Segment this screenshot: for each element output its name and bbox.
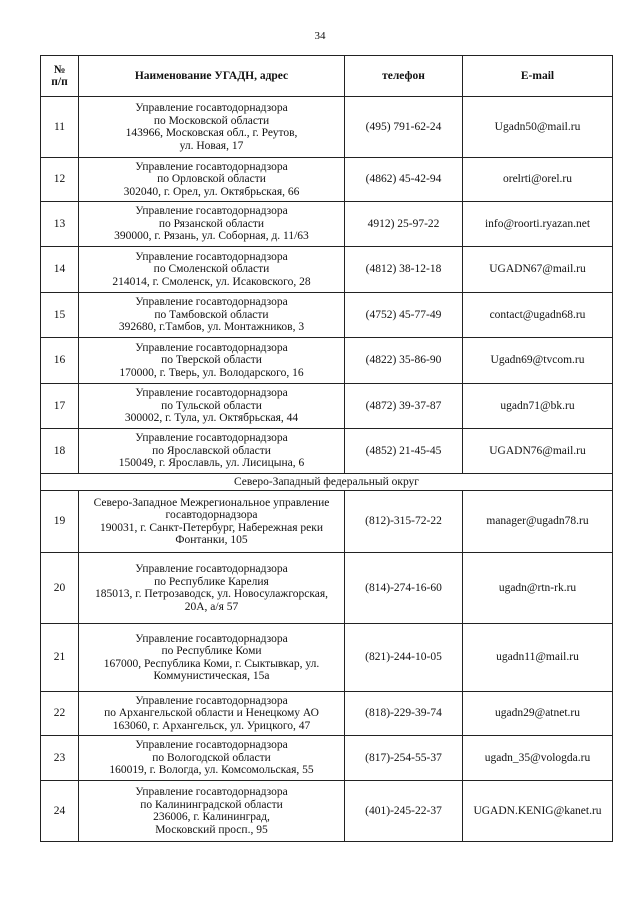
name-address-line: по Орловской области	[157, 173, 266, 186]
name-address-line: 170000, г. Тверь, ул. Володарского, 16	[119, 366, 304, 379]
email-address: ugadn29@atnet.ru	[463, 692, 613, 736]
row-number: 15	[41, 293, 79, 338]
phone-number: (818)-229-39-74	[345, 692, 463, 736]
section-row	[41, 474, 613, 491]
page-number: 34	[314, 30, 326, 42]
email-address: ugadn11@mail.ru	[463, 624, 613, 692]
name-address-line: госавтодорнадзора	[165, 509, 258, 521]
phone-number: (401)-245-22-37	[345, 781, 463, 842]
name-address-line: 214014, г. Смоленск, ул. Исаковского, 28	[112, 275, 311, 288]
name-address-line: по Тамбовской области	[154, 308, 269, 321]
name-address-line: Управление госавтодорнадзора	[135, 694, 288, 707]
name-address-line: Управление госавтодорнадзора	[135, 160, 288, 173]
name-address-line: по Республике Карелия	[154, 575, 269, 588]
row-number: 11	[41, 97, 79, 158]
phone-number: (817)-254-55-37	[345, 736, 463, 781]
name-address-line: Управление госавтодорнадзора	[135, 563, 288, 575]
phone-number: (814)-274-16-60	[345, 553, 463, 624]
table-row	[41, 491, 613, 553]
name-address-line: 167000, Республика Коми, г. Сыктывкар, ул.	[103, 657, 320, 670]
table-header-row	[41, 56, 613, 97]
phone-number: (4822) 35-86-90	[345, 338, 463, 384]
name-address-line: Управление госавтодорнадзора	[135, 387, 288, 400]
email-address: ugadn@rtn-rk.ru	[463, 553, 613, 624]
name-address-line: Фонтанки, 105	[175, 534, 248, 546]
name-address-line: 20А, а/я 57	[184, 600, 239, 613]
table-section	[41, 474, 613, 491]
office-name-address	[79, 553, 345, 624]
name-address-line: по Архангельской области и Ненецкому АО	[104, 707, 319, 720]
office-name-address	[79, 293, 345, 338]
row-number: 24	[41, 781, 79, 842]
table-row	[41, 781, 613, 842]
row-number: 21	[41, 624, 79, 692]
office-name-address	[79, 158, 345, 202]
name-address-line: Управление госавтодорнадзора	[135, 341, 288, 354]
office-name-address	[79, 491, 345, 553]
name-address-line: Управление госавтодорнадзора	[135, 632, 288, 645]
name-address-line: Северо-Западное Межрегиональное управление	[93, 496, 330, 509]
email-address: ugadn_35@vologda.ru	[463, 736, 613, 781]
header-email: E-mail	[463, 56, 613, 97]
row-number: 18	[41, 429, 79, 474]
header-phone: телефон	[345, 56, 463, 97]
name-address-line: Управление госавтодорнадзора	[135, 739, 288, 752]
name-address-line: Управление госавтодорнадзора	[135, 432, 288, 445]
table-row	[41, 553, 613, 624]
name-address-line: по Вологодской области	[152, 751, 271, 764]
table-row	[41, 97, 613, 158]
name-address-line: 390000, г. Рязань, ул. Соборная, д. 11/63	[114, 230, 309, 243]
office-name-address	[79, 338, 345, 384]
name-address-line: Московский просп., 95	[155, 823, 268, 836]
table-row	[41, 158, 613, 202]
row-number: 17	[41, 384, 79, 429]
name-address-line: 302040, г. Орел, ул. Октябрьская, 66	[123, 185, 300, 198]
table-row	[41, 692, 613, 736]
name-address-line: по Калининградской области	[140, 798, 283, 811]
ugadn-table	[40, 55, 613, 842]
table-body-northwest	[41, 491, 613, 842]
email-address: UGADN76@mail.ru	[463, 429, 613, 474]
name-address-line: по Рязанской области	[158, 217, 265, 230]
office-name-address	[79, 384, 345, 429]
office-name-address	[79, 692, 345, 736]
email-address: info@roorti.ryazan.net	[463, 202, 613, 247]
email-address: UGADN67@mail.ru	[463, 247, 613, 293]
name-address-line: по Ярославской области	[152, 444, 271, 457]
office-name-address	[79, 781, 345, 842]
email-address: manager@ugadn78.ru	[463, 491, 613, 553]
office-name-address	[79, 429, 345, 474]
row-number: 14	[41, 247, 79, 293]
office-name-address	[79, 202, 345, 247]
header-name: Наименование УГАДН, адрес	[79, 56, 345, 97]
name-address-line: 160019, г. Вологда, ул. Комсомольская, 55	[109, 764, 314, 777]
name-address-line: Коммунистическая, 15а	[153, 670, 270, 682]
row-number: 13	[41, 202, 79, 247]
email-address: Ugadn50@mail.ru	[463, 97, 613, 158]
name-address-line: 236006, г. Калининград,	[153, 811, 270, 823]
row-number: 23	[41, 736, 79, 781]
table-row	[41, 624, 613, 692]
table-row	[41, 202, 613, 247]
name-address-line: 300002, г. Тула, ул. Октябрьская, 44	[124, 412, 299, 425]
phone-number: (812)-315-72-22	[345, 491, 463, 553]
phone-number: (4812) 38-12-18	[345, 247, 463, 293]
name-address-line: Управление госавтодорнадзора	[135, 102, 288, 114]
row-number: 20	[41, 553, 79, 624]
section-title: Северо-Западный федеральный округ	[41, 474, 613, 491]
name-address-line: 185013, г. Петрозаводск, ул. Новосулажгорская,	[94, 588, 329, 600]
table-row	[41, 338, 613, 384]
email-address: ugadn71@bk.ru	[463, 384, 613, 429]
table-row	[41, 429, 613, 474]
name-address-line: по Смоленской области	[153, 263, 270, 276]
phone-number: (4862) 45-42-94	[345, 158, 463, 202]
email-address: orelrti@orel.ru	[463, 158, 613, 202]
name-address-line: Управление госавтодорнадзора	[135, 250, 288, 263]
row-number: 22	[41, 692, 79, 736]
name-address-line: 150049, г. Ярославль, ул. Лисицына, 6	[118, 457, 305, 470]
office-name-address	[79, 247, 345, 293]
name-address-line: Управление госавтодорнадзора	[135, 296, 288, 309]
email-address: Ugadn69@tvcom.ru	[463, 338, 613, 384]
office-name-address	[79, 736, 345, 781]
name-address-line: по Республике Коми	[161, 645, 262, 657]
email-address: contact@ugadn68.ru	[463, 293, 613, 338]
table-row	[41, 293, 613, 338]
name-address-line: 143966, Московская обл., г. Реутов,	[125, 127, 298, 139]
table-row	[41, 384, 613, 429]
phone-number: (4852) 21-45-45	[345, 429, 463, 474]
email-address: UGADN.KENIG@kanet.ru	[463, 781, 613, 842]
table-body-central	[41, 97, 613, 474]
table-row	[41, 247, 613, 293]
name-address-line: по Тульской области	[161, 399, 262, 412]
header-num: № п/п	[41, 56, 79, 97]
name-address-line: 190031, г. Санкт-Петербург, Набережная реки	[99, 521, 324, 534]
office-name-address	[79, 97, 345, 158]
row-number: 16	[41, 338, 79, 384]
office-name-address	[79, 624, 345, 692]
name-address-line: по Московской области	[153, 114, 270, 127]
phone-number: 4912) 25-97-22	[345, 202, 463, 247]
phone-number: (495) 791-62-24	[345, 97, 463, 158]
row-number: 19	[41, 491, 79, 553]
name-address-line: 392680, г.Тамбов, ул. Монтажников, 3	[118, 321, 305, 334]
table-row	[41, 736, 613, 781]
name-address-line: ул. Новая, 17	[179, 139, 244, 152]
name-address-line: 163060, г. Архангельск, ул. Урицкого, 47	[112, 719, 311, 732]
phone-number: (4872) 39-37-87	[345, 384, 463, 429]
phone-number: (4752) 45-77-49	[345, 293, 463, 338]
phone-number: (821)-244-10-05	[345, 624, 463, 692]
name-address-line: Управление госавтодорнадзора	[135, 205, 288, 218]
name-address-line: Управление госавтодорнадзора	[135, 786, 288, 798]
name-address-line: по Тверской области	[161, 354, 262, 367]
row-number: 12	[41, 158, 79, 202]
